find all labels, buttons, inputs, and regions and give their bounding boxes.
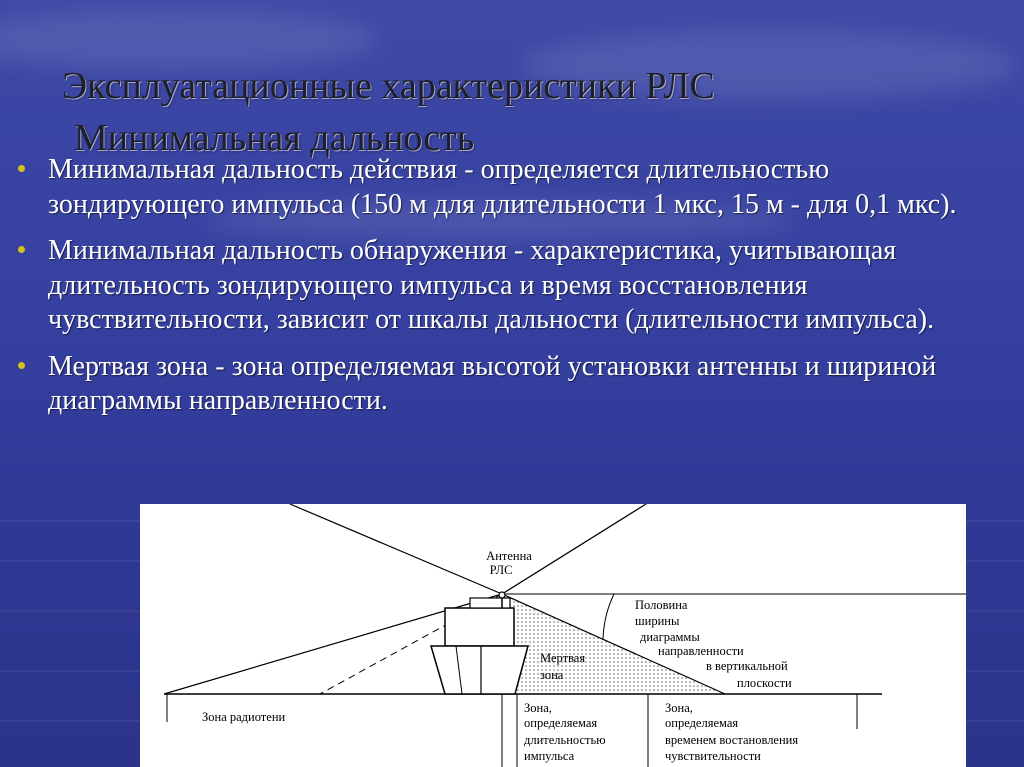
bullet-item: [12, 234, 1012, 338]
bullet-item: [12, 153, 1012, 222]
dead-zone-label: зона: [540, 668, 564, 682]
half-beam-label: диаграммы: [640, 630, 700, 644]
ship-top: [470, 598, 510, 608]
half-beam-angle-arc: [603, 594, 614, 640]
half-beam-label: плоскости: [737, 676, 792, 690]
bullet-item: [12, 350, 1012, 419]
bullet-dot-icon: [18, 165, 25, 172]
shadow-zone-label: Зона радиотени: [202, 710, 286, 724]
recovery-zone-label: временем востановления: [665, 733, 799, 747]
dead-zone-label: Мертвая: [540, 651, 586, 665]
ship-hull: [431, 646, 528, 694]
antenna-icon: [499, 592, 505, 598]
half-beam-label: ширины: [635, 614, 680, 628]
half-beam-label: в вертикальной: [706, 659, 788, 673]
slide-title: [62, 60, 962, 164]
antenna-label: Антенна: [486, 549, 532, 563]
antenna-label: РЛС: [489, 563, 513, 577]
pulse-zone-label: Зона,: [524, 701, 552, 715]
bullet-dot-icon: [18, 246, 25, 253]
ship-superstructure: [445, 608, 514, 646]
bullet-text: Минимальная дальность обнаружения - характеристика, учитывающая длительность зондирующего импульса и время восстановления чувствительности, зависит от шкалы дальности (длительности импульса).: [48, 235, 935, 335]
diagram-svg: [140, 504, 966, 767]
beam-upper-left: [290, 504, 502, 594]
dead-zone-diagram: [140, 504, 966, 767]
recovery-zone-label: Зона,: [665, 701, 693, 715]
recovery-zone-label: определяемая: [665, 716, 739, 730]
bullet-text: Минимальная дальность действия - определяется длительностью зондирующего импульса (150 м для длительности 1 мкс, 15 м - для 0,1 мкс).: [48, 154, 957, 220]
pulse-zone-label: длительностью: [524, 733, 606, 747]
bullet-text: Мертвая зона - зона определяемая высотой установки антенны и шириной диаграммы направленности.: [48, 350, 937, 416]
bullet-list: [12, 153, 1012, 431]
half-beam-label: Половина: [635, 598, 688, 612]
slide-title-line2: Минимальная дальность: [74, 117, 475, 159]
pulse-zone-label: определяемая: [524, 716, 598, 730]
pulse-zone-label: импульса: [524, 749, 575, 763]
recovery-zone-label: чувствительности: [665, 749, 761, 763]
slide-title-line1: Эксплуатационные характеристики РЛС: [62, 65, 715, 107]
bullet-dot-icon: [18, 362, 25, 369]
half-beam-label: направленности: [658, 644, 744, 658]
